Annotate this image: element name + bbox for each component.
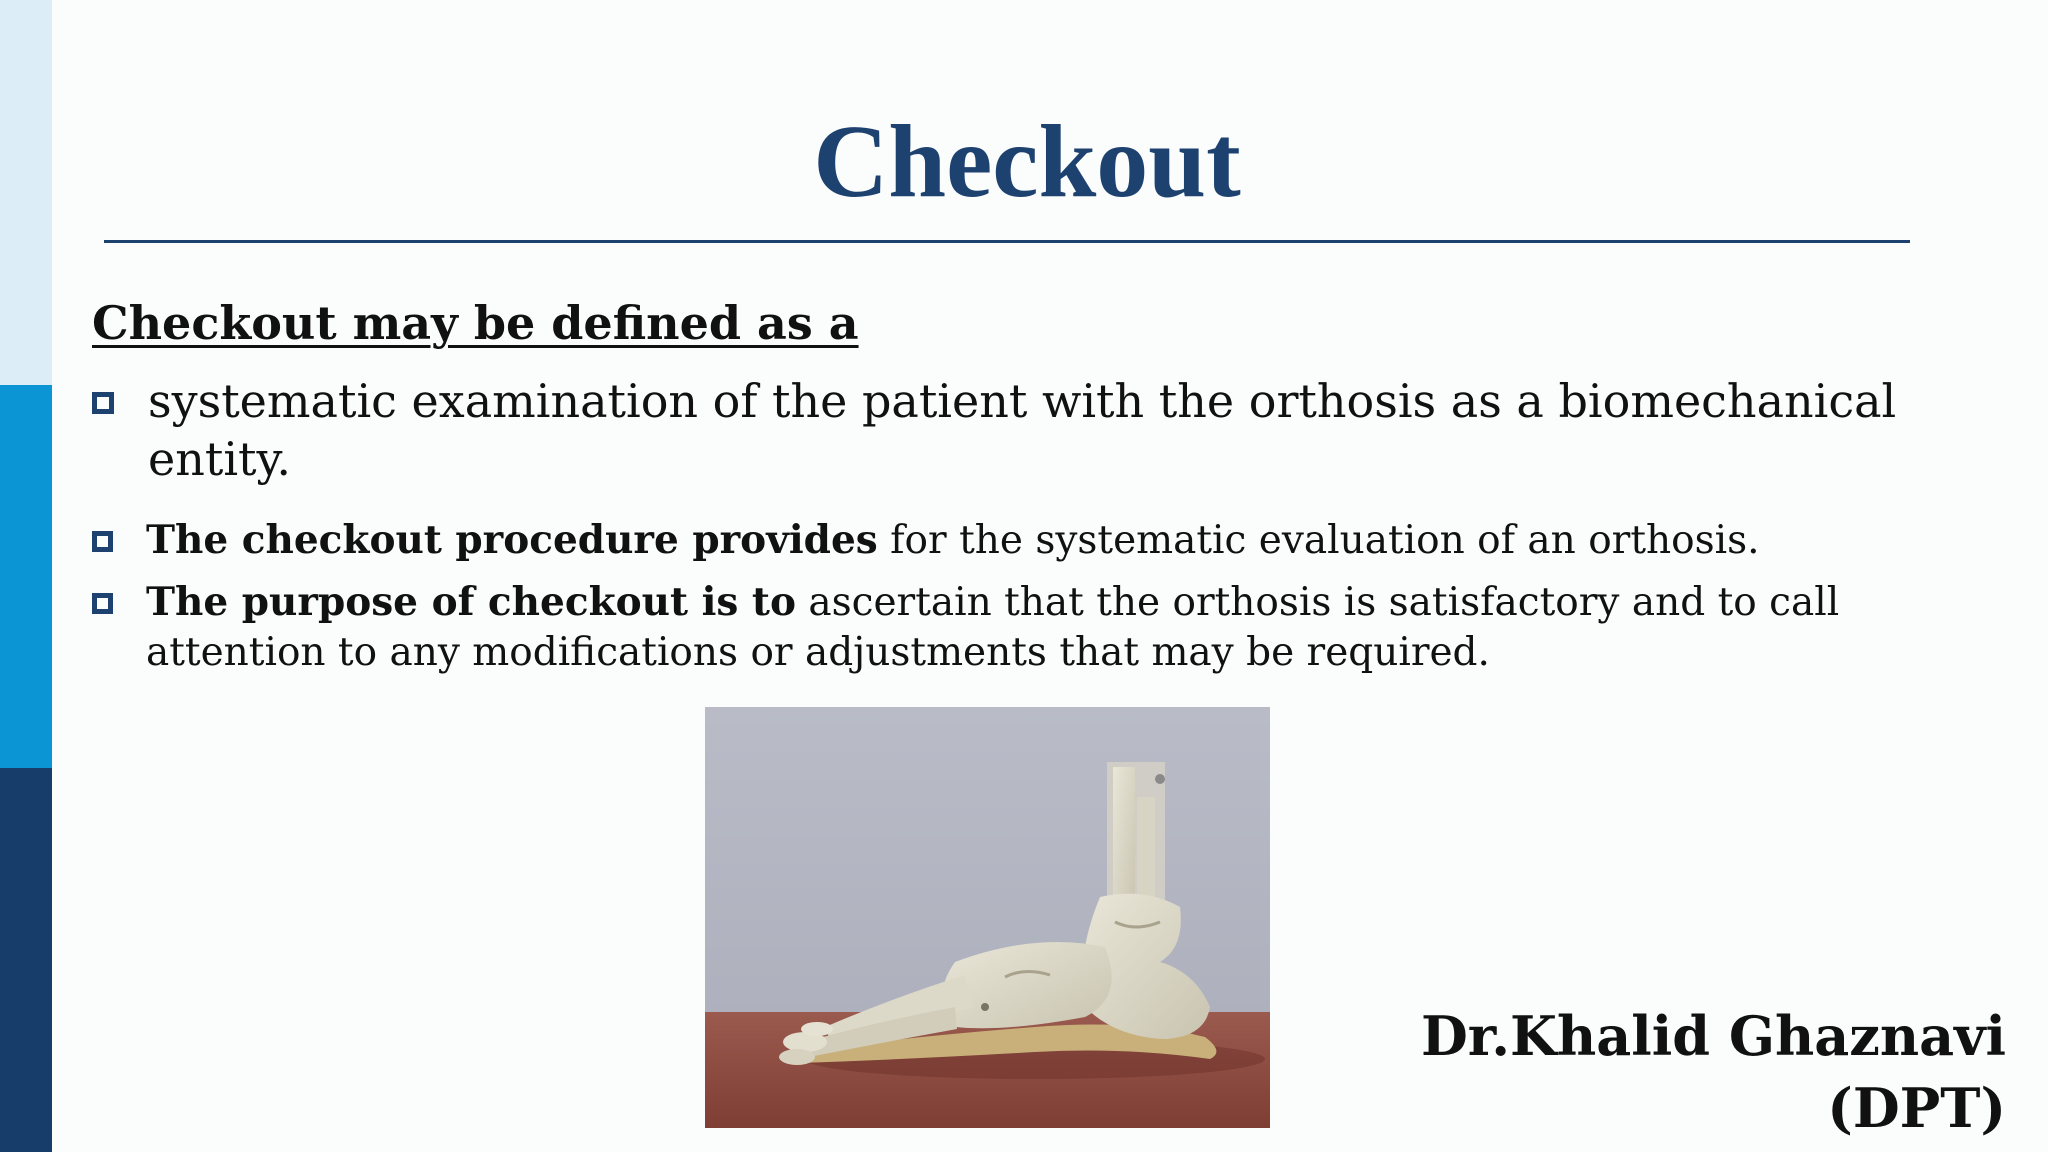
bullet-bold-lead: The purpose of checkout is to <box>146 579 796 625</box>
bullet-rest: ascertain that the orthosis is satisfactory and to call attention to any modifications or adjustments that may be required. <box>146 580 1840 675</box>
square-bullet-icon <box>92 531 113 552</box>
foot-orthosis-photo <box>705 707 1270 1128</box>
bullet-rest: for the systematic evaluation of an orthosis. <box>877 518 1760 563</box>
bullet-item-3 <box>92 577 2012 678</box>
square-bullet-icon <box>92 392 114 414</box>
title-divider <box>104 240 1910 243</box>
side-stripe-blue <box>0 385 52 768</box>
slide-title: Checkout <box>813 104 1241 219</box>
side-stripe-dark <box>0 768 52 1152</box>
author-degree: (DPT) <box>1827 1076 2006 1140</box>
bullet-item-1 <box>92 372 2012 488</box>
bullet-text: systematic examination of the patient with the orthosis as a biomechanical entity. <box>148 374 1897 486</box>
bullet-text <box>146 577 2012 678</box>
author-credit <box>1421 1000 2006 1144</box>
definition-heading: Checkout may be defined as a <box>92 296 859 350</box>
bullet-item-2 <box>92 515 2012 566</box>
bullet-bold-lead: The checkout procedure provides <box>146 517 878 563</box>
author-name: Dr.Khalid Ghaznavi <box>1420 1004 2006 1068</box>
bullet-text <box>146 515 2012 566</box>
square-bullet-icon <box>92 593 113 614</box>
side-stripe-light <box>0 0 52 385</box>
